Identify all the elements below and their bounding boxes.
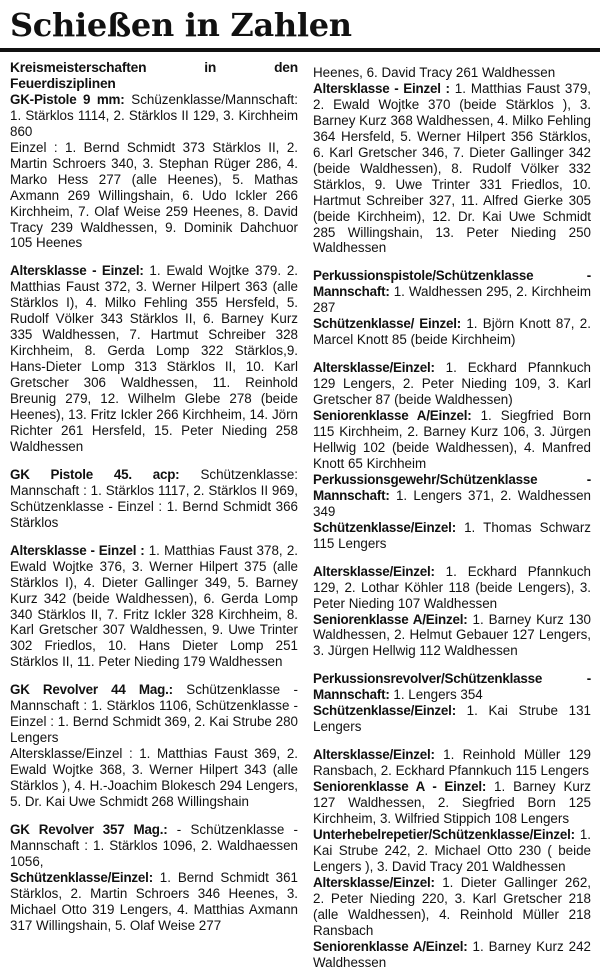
class-heading: Altersklasse/Einzel:: [313, 747, 435, 763]
result-paragraph: [10, 263, 298, 454]
result-text: Schützenklasse - Mannschaft : 1. Stärklos 1106, Schützenklasse - Einzel : 1. Bernd Schmidt 369, 2. Kai Strube 280 Lengers: [10, 682, 298, 746]
class-heading: Altersklasse/Einzel:: [313, 563, 435, 579]
result-text: 1. Eckhard Pfannkuch 129, 2. Lothar Köhler 118 (beide Lengers), 3. Peter Nieding 107 Waldhessen: [313, 563, 591, 611]
result-paragraph: [313, 564, 591, 612]
result-paragraph: [313, 81, 591, 256]
result-text: 1. Thomas Schwarz 115 Lengers: [313, 519, 591, 551]
result-text: 1. Matthias Faust 378, 2. Ewald Wojtke 376, 3. Werner Hilpert 375 (alle Stärklos I), 4. Dieter Gallinger 349, 5. Barney Kurz 342 (beide Waldhessen), 6. Gerda Lomp 340 Stärklos II, 7. Fritz Ickler 328 Kirchheim, 8. Karl Gretscher 307 Waldhessen, 9. Uwe Trinter 302 Friedlos, 10. Hans Dieter Lomp 251 Stärklos II, 11. Peter Nieding 179 Waldhessen: [10, 542, 298, 670]
result-text: 1. Siegfried Born 115 Kirchheim, 2. Barney Kurz 106, 3. Jürgen Hellwig 102 (beide Waldhessen), 4. Manfred Knott 65 Kirchheim: [313, 408, 591, 471]
paragraph-gap: [10, 531, 298, 543]
discipline-heading: Perkussionsgewehr/Schützenklasse - Mannschaft:: [313, 471, 591, 503]
result-text: Schützenklasse: Mannschaft : 1. Stärklos 1117, 2. Stärklos II 969, Schützenklasse - Einzel : 1. Bernd Schmidt 366 Stärklos: [10, 466, 298, 530]
result-paragraph: [10, 140, 298, 252]
class-heading: Schützenklasse/Einzel:: [313, 703, 456, 719]
class-heading: Altersklasse - Einzel:: [10, 263, 144, 279]
result-text: 1. Barney Kurz 127 Waldhessen, 2. Siegfried Born 125 Kirchheim, 3. Wilfried Stippich 108 Lengers: [313, 779, 591, 826]
result-paragraph: [10, 822, 298, 870]
class-heading: Altersklasse - Einzel :: [10, 542, 145, 558]
result-paragraph: [313, 65, 591, 81]
result-text: - Schützenklasse - Mannschaft : 1. Stärklos 1096, 2. Waldhaessen 1056,: [10, 821, 298, 869]
discipline-heading: GK Revolver 357 Mag.:: [10, 821, 168, 837]
discipline-heading: Perkussionsrevolver/Schützenklasse - Mannschaft:: [313, 671, 591, 703]
result-paragraph: [313, 875, 591, 939]
result-text: 1. Dieter Gallinger 262, 2. Peter Nieding 220, 3. Karl Gretscher 218 (alle Waldhessen), 4. Reinhold Müller 218 Ransbach: [313, 874, 591, 938]
class-heading: Seniorenklasse A - Einzel:: [313, 779, 487, 795]
class-heading: Schützenklasse/Einzel:: [313, 519, 456, 535]
result-text: 1. Matthias Faust 379, 2. Ewald Wojtke 370 (beide Stärklos ), 3. Barney Kurz 368 Waldhessen, 4. Milko Fehling 364 Hersfeld, 5. Werner Hilpert 356 Stärklos, 6. Karl Gretscher 346, 7. Dieter Gallinger 342 (beide Waldhessen), 8. Rudolf Völker 332 Stärklos, 9. Uwe Trinter 331 Friedlos, 10. Hartmut Schreiber 327, 11. Alfred Gierke 305 (beide Kirchheim), 12. Dr. Kai Uwe Schmidt 285 Willingshain, 13. Peter Nieding 250 Waldhessen: [313, 80, 591, 256]
result-paragraph: [313, 703, 591, 735]
section-title-text: Kreismeisterschaften in den Feuerdisziplinen: [10, 60, 298, 91]
class-heading: Seniorenklasse A/Einzel:: [313, 408, 472, 424]
result-text: 1. Lengers 371, 2. Waldhessen 349: [313, 487, 591, 519]
result-paragraph: [10, 543, 298, 671]
discipline-heading: GK Pistole 45. acp:: [10, 466, 180, 482]
result-paragraph: [313, 520, 591, 552]
discipline-heading: GK-Pistole 9 mm:: [10, 91, 125, 107]
paragraph-gap: [313, 735, 591, 747]
result-paragraph: [313, 268, 591, 316]
result-text: 1. Björn Knott 87, 2. Marcel Knott 85 (beide Kirchheim): [313, 316, 591, 348]
result-text: Altersklasse/Einzel : 1. Matthias Faust 369, 2. Ewald Wojtke 368, 3. Werner Hilpert 343 (alle Stärklos ), 4. H.-Joachim Blokesch 294 Lengers, 5. Dr. Kai Uwe Schmidt 268 Willingshain: [10, 746, 298, 809]
result-text: 1. Bernd Schmidt 361 Stärklos, 2. Martin Schroers 346 Heenes, 3. Michael Otto 319 Lengers, 4. Matthias Axmann 317 Willingshain, 5. Olaf Weise 277: [10, 869, 298, 933]
result-paragraph: [10, 467, 298, 531]
result-paragraph: [313, 779, 591, 827]
class-heading: Altersklasse/Einzel:: [313, 360, 435, 376]
class-heading: Altersklasse/Einzel:: [313, 874, 435, 890]
result-paragraph: [10, 746, 298, 810]
class-heading: Schützenklasse/ Einzel:: [313, 316, 462, 332]
result-text: 1. Ewald Wojtke 379. 2. Matthias Faust 372, 3. Werner Hilpert 363 (alle Stärklos I), 4. Milko Fehling 355 Hersfeld, 5. Rudolf Völker 343 Stärklos II, 6. Barney Kurz 335 Waldhessen, 7. Hartmut Schreiber 328 Kirchheim, 8. Gerda Lomp 322 Stärklos,9. Hans-Dieter Lomp 313 Stärklos II, 10. Karl Gretscher 306 Waldhessen, 11. Reinhold Breunig 279, 12. Wilhelm Glebe 278 (beide Heenes), 13. Fritz Ickler 266 Kirchheim, 14. Jörn Richter 261 Hersfeld, 15. Peter Nieding 258 Waldhessen: [10, 263, 298, 454]
result-text: Heenes, 6. David Tracy 261 Waldhessen: [313, 65, 556, 80]
paragraph-gap: [10, 251, 298, 263]
paragraph-gap: [313, 256, 591, 268]
paragraph-gap: [313, 659, 591, 671]
result-paragraph: [10, 92, 298, 140]
paragraph-gap: [313, 348, 591, 360]
paragraph-gap: [313, 552, 591, 564]
class-heading: Altersklasse - Einzel :: [313, 80, 450, 96]
discipline-heading: Perkussionspistole/Schützenklasse - Mannschaft:: [313, 268, 591, 300]
paragraph-gap: [10, 455, 298, 467]
paragraph-gap: [10, 670, 298, 682]
discipline-heading: Unterhebelrepetier/Schützenklasse/Einzel:: [313, 826, 575, 842]
result-paragraph: [313, 360, 591, 408]
result-text: 1. Kai Strube 131 Lengers: [313, 703, 591, 735]
result-paragraph: [313, 671, 591, 703]
result-text: 1. Barney Kurz 242 Waldhessen: [313, 938, 591, 970]
result-paragraph: [10, 682, 298, 746]
result-paragraph: [313, 316, 591, 348]
result-text: 1. Eckhard Pfannkuch 129 Lengers, 2. Peter Nieding 109, 3. Karl Gretscher 87 (beide Waldhessen): [313, 360, 591, 408]
result-text: Schüzenklasse/Mannschaft: 1. Stärklos 1114, 2. Stärklos II 129, 3. Kirchheim 860: [10, 91, 298, 139]
result-text: 1. Kai Strube 242, 2. Michael Otto 230 ( beide Lengers ), 3. David Tracy 201 Waldhessen: [313, 826, 591, 874]
class-heading: Schützenklasse/Einzel:: [10, 869, 153, 885]
paragraph-gap: [10, 810, 298, 822]
result-paragraph: [313, 747, 591, 779]
result-paragraph: [313, 612, 591, 660]
result-text: 1. Lengers 354: [389, 687, 483, 703]
result-paragraph: [10, 870, 298, 934]
result-paragraph: [313, 827, 591, 875]
section-title: [10, 60, 298, 92]
result-paragraph: [313, 408, 591, 472]
result-text: 1. Reinhold Müller 129 Ransbach, 2. Eckhard Pfannkuch 115 Lengers: [313, 747, 591, 779]
right-column: [313, 65, 591, 970]
left-column: [10, 60, 298, 954]
result-text: 1. Barney Kurz 130 Waldhessen, 2. Helmut Gebauer 127 Lengers, 3. Jürgen Hellwig 112 Waldhessen: [313, 611, 591, 659]
result-text: 1. Waldhessen 295, 2. Kirchheim 287: [313, 284, 591, 316]
result-text: Einzel : 1. Bernd Schmidt 373 Stärklos II, 2. Martin Schroers 340, 3. Stephan Rüger 286, 4. Marko Hess 277 (alle Heenes), 5. Mathas Axmann 269 Willingshain, 6. Udo Ickler 266 Kirchheim, 7. Olaf Weise 259 Heenes, 8. David Tracy 239 Waldhessen, 9. Dominik Dahchuor 105 Heenes: [10, 139, 298, 251]
class-heading: Seniorenklasse A/Einzel:: [313, 611, 468, 627]
class-heading: Seniorenklasse A/Einzel:: [313, 938, 468, 954]
discipline-heading: GK Revolver 44 Mag.:: [10, 682, 173, 698]
result-paragraph: [313, 472, 591, 520]
title-rule: [0, 48, 600, 52]
result-paragraph: [313, 939, 591, 971]
page-title: Schießen in Zahlen: [10, 6, 352, 44]
